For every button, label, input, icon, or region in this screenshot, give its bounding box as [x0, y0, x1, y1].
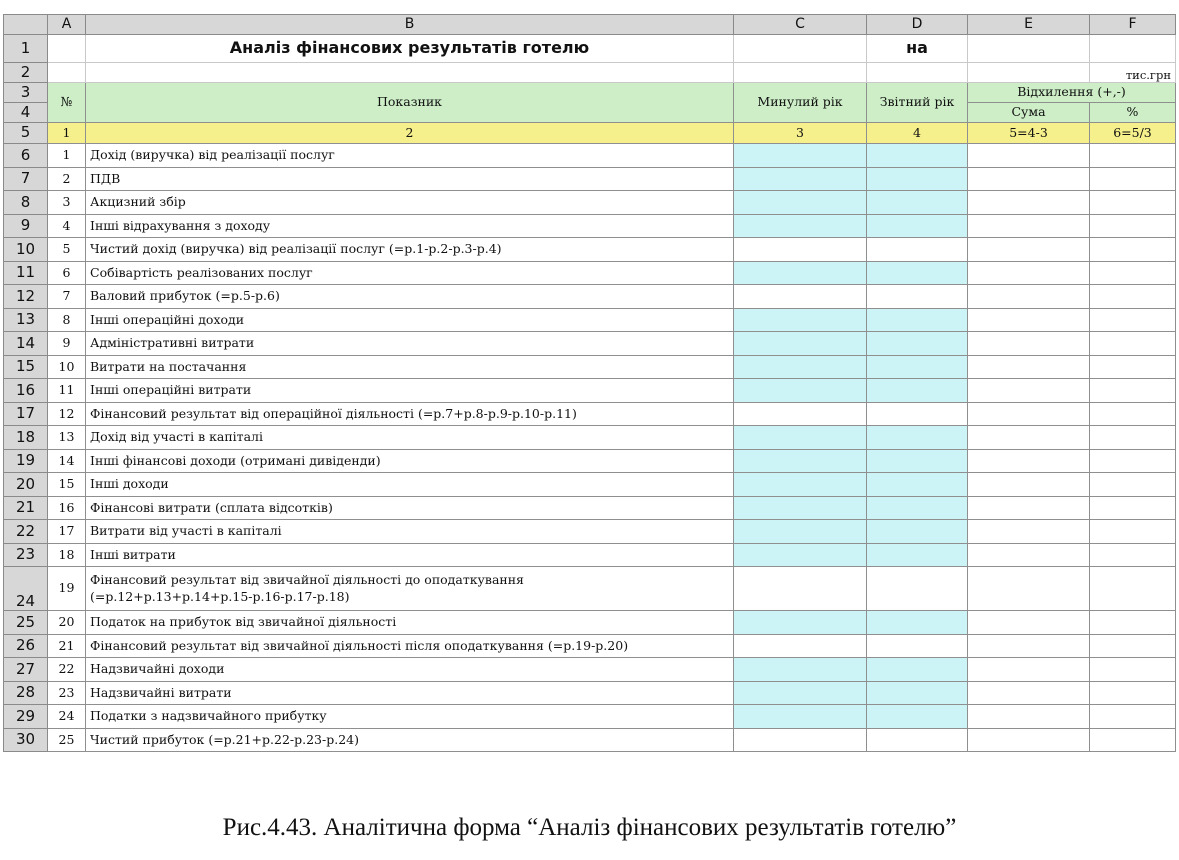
deviation-sum-cell[interactable]: [968, 167, 1090, 191]
table-row: [4, 611, 1176, 635]
prev-year-value-cell[interactable]: [734, 543, 867, 567]
table-row: [4, 238, 1176, 262]
row-header[interactable]: 24: [4, 567, 48, 611]
indicator-label-cell[interactable]: [86, 567, 734, 611]
header-report-year-cell[interactable]: Звітний рік: [867, 83, 968, 123]
row-header[interactable]: 16: [4, 379, 48, 403]
indicator-label-line-2: (=р.12+р.13+р.14+р.15-р.16-р.17-р.18): [90, 589, 350, 604]
row-header[interactable]: 26: [4, 634, 48, 658]
deviation-percent-cell[interactable]: [1090, 496, 1176, 520]
deviation-sum-cell[interactable]: [968, 355, 1090, 379]
report-year-value-cell[interactable]: [867, 634, 968, 658]
indicator-label-cell[interactable]: Інші витрати: [86, 543, 734, 567]
cell-c1[interactable]: [734, 35, 867, 63]
deviation-sum-cell[interactable]: [968, 658, 1090, 682]
report-year-value-cell[interactable]: [867, 238, 968, 262]
report-title-cell[interactable]: Аналіз фінансових результатів готелю: [86, 35, 734, 63]
report-year-value-cell[interactable]: [867, 473, 968, 497]
cell-d2[interactable]: [867, 63, 968, 83]
numbering-cell-b[interactable]: 2: [86, 123, 734, 144]
deviation-sum-cell[interactable]: [968, 426, 1090, 450]
deviation-sum-cell[interactable]: [968, 285, 1090, 309]
prev-year-value-cell[interactable]: [734, 728, 867, 752]
table-row: [4, 379, 1176, 403]
deviation-percent-cell[interactable]: [1090, 728, 1176, 752]
row-number-cell[interactable]: 24: [48, 705, 86, 729]
table-row: [4, 426, 1176, 450]
prev-year-value-cell[interactable]: [734, 705, 867, 729]
table-row: [4, 332, 1176, 356]
header-number-cell[interactable]: №: [48, 83, 86, 123]
prev-year-value-cell[interactable]: [734, 634, 867, 658]
header-deviation-cell[interactable]: Відхилення (+,-): [968, 83, 1176, 103]
deviation-sum-cell[interactable]: [968, 543, 1090, 567]
table-row: [4, 473, 1176, 497]
row-header[interactable]: 17: [4, 402, 48, 426]
column-header-row: [4, 15, 1176, 35]
report-year-value-cell[interactable]: [867, 611, 968, 635]
row-number-cell[interactable]: 19: [48, 567, 86, 611]
report-year-value-cell[interactable]: [867, 285, 968, 309]
report-year-value-cell[interactable]: [867, 449, 968, 473]
indicator-label-cell[interactable]: Інші операційні доходи: [86, 308, 734, 332]
deviation-sum-cell[interactable]: [968, 402, 1090, 426]
prev-year-value-cell[interactable]: [734, 681, 867, 705]
deviation-sum-cell[interactable]: [968, 728, 1090, 752]
row-header[interactable]: 28: [4, 681, 48, 705]
table-row: [4, 449, 1176, 473]
row-header-3[interactable]: 3: [4, 83, 48, 103]
row-header[interactable]: 10: [4, 238, 48, 262]
sheet-row-2: [4, 63, 1176, 83]
row-header[interactable]: 21: [4, 496, 48, 520]
deviation-sum-cell[interactable]: [968, 473, 1090, 497]
deviation-percent-cell[interactable]: [1090, 681, 1176, 705]
row-header[interactable]: 8: [4, 191, 48, 215]
row-number-cell[interactable]: 20: [48, 611, 86, 635]
column-header-f[interactable]: F: [1090, 15, 1176, 35]
report-year-value-cell[interactable]: [867, 496, 968, 520]
indicator-label-cell[interactable]: Чистий прибуток (=р.21+р.22-р.23-р.24): [86, 728, 734, 752]
report-year-value-cell[interactable]: [867, 681, 968, 705]
prev-year-value-cell[interactable]: [734, 473, 867, 497]
indicator-label-cell[interactable]: Витрати на постачання: [86, 355, 734, 379]
table-row: [4, 634, 1176, 658]
table-row: [4, 191, 1176, 215]
report-year-value-cell[interactable]: [867, 191, 968, 215]
indicator-label-cell[interactable]: Фінансові витрати (сплата відсотків): [86, 496, 734, 520]
row-number-cell[interactable]: 7: [48, 285, 86, 309]
deviation-sum-cell[interactable]: [968, 308, 1090, 332]
deviation-percent-cell[interactable]: [1090, 402, 1176, 426]
deviation-sum-cell[interactable]: [968, 238, 1090, 262]
deviation-percent-cell[interactable]: [1090, 658, 1176, 682]
figure-caption: Рис.4.43. Аналітична форма “Аналіз фінансових результатів готелю”: [222, 814, 957, 841]
indicator-label-cell[interactable]: Податок на прибуток від звичайної діяльності: [86, 611, 734, 635]
row-number-cell[interactable]: 25: [48, 728, 86, 752]
row-number-cell[interactable]: 9: [48, 332, 86, 356]
row-number-cell[interactable]: 1: [48, 144, 86, 168]
row-number-cell[interactable]: 14: [48, 449, 86, 473]
indicator-label-cell[interactable]: Чистий дохід (виручка) від реалізації послуг (=р.1-р.2-р.3-р.4): [86, 238, 734, 262]
deviation-percent-cell[interactable]: [1090, 238, 1176, 262]
row-number-cell[interactable]: 2: [48, 167, 86, 191]
deviation-sum-cell[interactable]: [968, 144, 1090, 168]
report-year-value-cell[interactable]: [867, 379, 968, 403]
header-prev-year-cell[interactable]: Минулий рік: [734, 83, 867, 123]
cell-e1[interactable]: [968, 35, 1090, 63]
deviation-percent-cell[interactable]: [1090, 167, 1176, 191]
deviation-sum-cell[interactable]: [968, 496, 1090, 520]
row-header[interactable]: 7: [4, 167, 48, 191]
row-header[interactable]: 29: [4, 705, 48, 729]
row-header-5[interactable]: 5: [4, 123, 48, 144]
row-header[interactable]: 13: [4, 308, 48, 332]
deviation-percent-cell[interactable]: [1090, 473, 1176, 497]
sheet-row-1: [4, 35, 1176, 63]
prev-year-value-cell[interactable]: [734, 520, 867, 544]
row-header[interactable]: 23: [4, 543, 48, 567]
header-sum-cell[interactable]: Сума: [968, 103, 1090, 123]
deviation-sum-cell[interactable]: [968, 379, 1090, 403]
row-number-cell[interactable]: 22: [48, 658, 86, 682]
report-year-value-cell[interactable]: [867, 567, 968, 611]
row-header[interactable]: 20: [4, 473, 48, 497]
numbering-cell-a[interactable]: 1: [48, 123, 86, 144]
deviation-sum-cell[interactable]: [968, 191, 1090, 215]
row-header[interactable]: 9: [4, 214, 48, 238]
table-row: [4, 496, 1176, 520]
prev-year-value-cell[interactable]: [734, 214, 867, 238]
indicator-label-cell[interactable]: Інші операційні витрати: [86, 379, 734, 403]
deviation-sum-cell[interactable]: [968, 705, 1090, 729]
column-header-b[interactable]: B: [86, 15, 734, 35]
row-header[interactable]: 14: [4, 332, 48, 356]
row-number-cell[interactable]: 23: [48, 681, 86, 705]
column-header-c[interactable]: C: [734, 15, 867, 35]
indicator-label-cell[interactable]: Фінансовий результат від звичайної діяльності після оподаткування (=р.19-р.20): [86, 634, 734, 658]
deviation-percent-cell[interactable]: [1090, 611, 1176, 635]
cell-a2[interactable]: [48, 63, 86, 83]
row-number-cell[interactable]: 12: [48, 402, 86, 426]
indicator-label-cell[interactable]: Валовий прибуток (=р.5-р.6): [86, 285, 734, 309]
row-number-cell[interactable]: 18: [48, 543, 86, 567]
deviation-percent-cell[interactable]: [1090, 355, 1176, 379]
prev-year-value-cell[interactable]: [734, 449, 867, 473]
table-row: [4, 261, 1176, 285]
deviation-percent-cell[interactable]: [1090, 567, 1176, 611]
deviation-percent-cell[interactable]: [1090, 332, 1176, 356]
row-number-cell[interactable]: 11: [48, 379, 86, 403]
spreadsheet-grid: [3, 14, 1176, 752]
numbering-cell-d[interactable]: 4: [867, 123, 968, 144]
row-header[interactable]: 18: [4, 426, 48, 450]
row-header[interactable]: 6: [4, 144, 48, 168]
cell-a1[interactable]: [48, 35, 86, 63]
report-year-value-cell[interactable]: [867, 520, 968, 544]
prev-year-value-cell[interactable]: [734, 567, 867, 611]
numbering-cell-f[interactable]: 6=5/3: [1090, 123, 1176, 144]
row-header-1[interactable]: 1: [4, 35, 48, 63]
report-year-value-cell[interactable]: [867, 332, 968, 356]
row-number-cell[interactable]: 6: [48, 261, 86, 285]
deviation-sum-cell[interactable]: [968, 567, 1090, 611]
indicator-label-cell[interactable]: Інші відрахування з доходу: [86, 214, 734, 238]
deviation-percent-cell[interactable]: [1090, 379, 1176, 403]
deviation-percent-cell[interactable]: [1090, 285, 1176, 309]
row-number-cell[interactable]: 4: [48, 214, 86, 238]
indicator-label-cell[interactable]: ПДВ: [86, 167, 734, 191]
indicator-label-cell[interactable]: Надзвичайні витрати: [86, 681, 734, 705]
deviation-percent-cell[interactable]: [1090, 705, 1176, 729]
row-number-cell[interactable]: 17: [48, 520, 86, 544]
column-header-a[interactable]: A: [48, 15, 86, 35]
deviation-sum-cell[interactable]: [968, 449, 1090, 473]
row-header[interactable]: 12: [4, 285, 48, 309]
cell-e2[interactable]: [968, 63, 1090, 83]
row-header[interactable]: 19: [4, 449, 48, 473]
report-year-value-cell[interactable]: [867, 543, 968, 567]
prev-year-value-cell[interactable]: [734, 611, 867, 635]
prev-year-value-cell[interactable]: [734, 167, 867, 191]
report-year-value-cell[interactable]: [867, 426, 968, 450]
prev-year-value-cell[interactable]: [734, 402, 867, 426]
numbering-cell-e[interactable]: 5=4-3: [968, 123, 1090, 144]
table-row: [4, 402, 1176, 426]
prev-year-value-cell[interactable]: [734, 144, 867, 168]
report-year-value-cell[interactable]: [867, 144, 968, 168]
row-number-cell[interactable]: 15: [48, 473, 86, 497]
indicator-label-cell[interactable]: Акцизний збір: [86, 191, 734, 215]
row-number-cell[interactable]: 8: [48, 308, 86, 332]
table-row: [4, 658, 1176, 682]
indicator-label-cell[interactable]: Податки з надзвичайного прибутку: [86, 705, 734, 729]
indicator-label-cell[interactable]: Фінансовий результат від операційної діяльності (=р.7+р.8-р.9-р.10-р.11): [86, 402, 734, 426]
table-row: [4, 167, 1176, 191]
deviation-percent-cell[interactable]: [1090, 520, 1176, 544]
row-header[interactable]: 11: [4, 261, 48, 285]
sheet-row-3: [4, 83, 1176, 103]
deviation-sum-cell[interactable]: [968, 261, 1090, 285]
deviation-percent-cell[interactable]: [1090, 308, 1176, 332]
indicator-label-cell[interactable]: Інші фінансові доходи (отримані дивіденди): [86, 449, 734, 473]
deviation-percent-cell[interactable]: [1090, 449, 1176, 473]
prev-year-value-cell[interactable]: [734, 285, 867, 309]
deviation-sum-cell[interactable]: [968, 520, 1090, 544]
deviation-percent-cell[interactable]: [1090, 261, 1176, 285]
report-year-value-cell[interactable]: [867, 402, 968, 426]
cell-b2[interactable]: [86, 63, 734, 83]
prev-year-value-cell[interactable]: [734, 261, 867, 285]
row-number-cell[interactable]: 10: [48, 355, 86, 379]
report-year-value-cell[interactable]: [867, 728, 968, 752]
prev-year-value-cell[interactable]: [734, 658, 867, 682]
indicator-label-cell[interactable]: Витрати від участі в капіталі: [86, 520, 734, 544]
deviation-sum-cell[interactable]: [968, 611, 1090, 635]
header-percent-cell[interactable]: %: [1090, 103, 1176, 123]
table-row: [4, 144, 1176, 168]
table-row: [4, 728, 1176, 752]
report-year-value-cell[interactable]: [867, 658, 968, 682]
deviation-percent-cell[interactable]: [1090, 543, 1176, 567]
deviation-percent-cell[interactable]: [1090, 191, 1176, 215]
row-header[interactable]: 15: [4, 355, 48, 379]
table-row: [4, 355, 1176, 379]
deviation-sum-cell[interactable]: [968, 214, 1090, 238]
prev-year-value-cell[interactable]: [734, 496, 867, 520]
deviation-percent-cell[interactable]: [1090, 144, 1176, 168]
column-header-d[interactable]: D: [867, 15, 968, 35]
indicator-rows: [4, 144, 1176, 752]
deviation-percent-cell[interactable]: [1090, 214, 1176, 238]
prev-year-value-cell[interactable]: [734, 332, 867, 356]
sheet-row-5: [4, 123, 1176, 144]
row-number-cell[interactable]: 21: [48, 634, 86, 658]
row-header[interactable]: 27: [4, 658, 48, 682]
column-header-e[interactable]: E: [968, 15, 1090, 35]
deviation-sum-cell[interactable]: [968, 332, 1090, 356]
indicator-label-cell[interactable]: Собівартість реалізованих послуг: [86, 261, 734, 285]
cell-c2[interactable]: [734, 63, 867, 83]
prev-year-value-cell[interactable]: [734, 238, 867, 262]
report-date-label[interactable]: на: [867, 35, 968, 63]
report-year-value-cell[interactable]: [867, 705, 968, 729]
report-year-value-cell[interactable]: [867, 214, 968, 238]
indicator-label-line-1: Фінансовий результат від звичайної діяльності до оподаткування: [90, 571, 524, 587]
table-row: [4, 308, 1176, 332]
table-row: [4, 285, 1176, 309]
prev-year-value-cell[interactable]: [734, 191, 867, 215]
cell-f1[interactable]: [1090, 35, 1176, 63]
deviation-sum-cell[interactable]: [968, 681, 1090, 705]
table-row: [4, 705, 1176, 729]
table-row: [4, 520, 1176, 544]
report-year-value-cell[interactable]: [867, 167, 968, 191]
indicator-label-cell[interactable]: Дохід від участі в капіталі: [86, 426, 734, 450]
indicator-label-cell[interactable]: Надзвичайні доходи: [86, 658, 734, 682]
row-number-cell[interactable]: 5: [48, 238, 86, 262]
row-header[interactable]: 22: [4, 520, 48, 544]
unit-label-cell[interactable]: тис.грн: [1090, 63, 1176, 83]
header-indicator-cell[interactable]: Показник: [86, 83, 734, 123]
deviation-percent-cell[interactable]: [1090, 634, 1176, 658]
table-row: [4, 543, 1176, 567]
indicator-label-cell[interactable]: Адміністративні витрати: [86, 332, 734, 356]
deviation-percent-cell[interactable]: [1090, 426, 1176, 450]
indicator-label-cell[interactable]: Дохід (виручка) від реалізації послуг: [86, 144, 734, 168]
table-row: [4, 681, 1176, 705]
row-number-cell[interactable]: 16: [48, 496, 86, 520]
row-header-4[interactable]: 4: [4, 103, 48, 123]
numbering-cell-c[interactable]: 3: [734, 123, 867, 144]
prev-year-value-cell[interactable]: [734, 426, 867, 450]
report-year-value-cell[interactable]: [867, 261, 968, 285]
table-row: [4, 567, 1176, 611]
deviation-sum-cell[interactable]: [968, 634, 1090, 658]
select-all-corner[interactable]: [4, 15, 48, 35]
row-header[interactable]: 25: [4, 611, 48, 635]
report-year-value-cell[interactable]: [867, 308, 968, 332]
table-row: [4, 214, 1176, 238]
row-header[interactable]: 30: [4, 728, 48, 752]
row-header-2[interactable]: 2: [4, 63, 48, 83]
prev-year-value-cell[interactable]: [734, 379, 867, 403]
row-number-cell[interactable]: 3: [48, 191, 86, 215]
prev-year-value-cell[interactable]: [734, 308, 867, 332]
row-number-cell[interactable]: 13: [48, 426, 86, 450]
prev-year-value-cell[interactable]: [734, 355, 867, 379]
indicator-label-cell[interactable]: Інші доходи: [86, 473, 734, 497]
report-year-value-cell[interactable]: [867, 355, 968, 379]
